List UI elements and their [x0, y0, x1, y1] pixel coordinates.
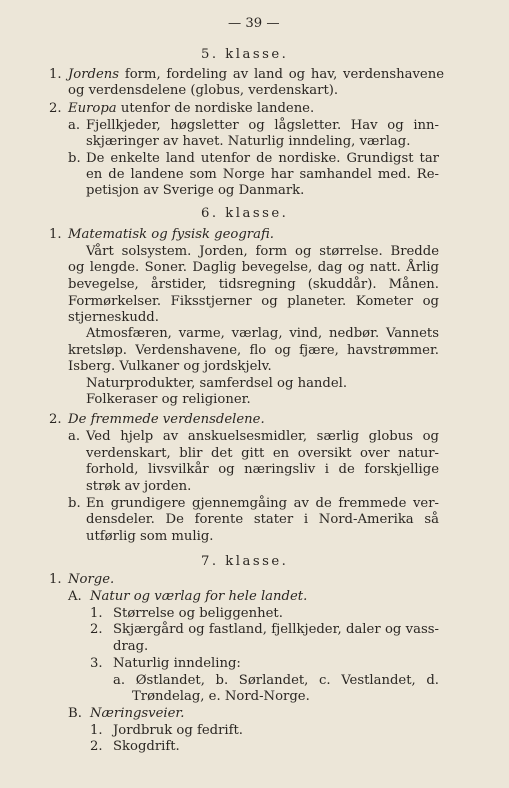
text-line: petisjon av Sverige og Danmark.: [86, 183, 305, 198]
text-line-content: Fjellkjeder, høgsletter og lågsletter. Hav og inn-: [86, 118, 439, 133]
text-line: Jordbruk og fedrift.: [113, 723, 243, 738]
section-heading-5: 5. klasse.: [201, 47, 289, 62]
text-line-content: forhold, livsvilkår og næringsliv i de forskjellige: [86, 462, 439, 477]
item-number: 1.: [90, 606, 103, 621]
text-line: [86, 511, 439, 528]
item-title-text: Natur og værlag for hele landet.: [90, 589, 308, 604]
text-line-content: densdeler. De forente stater i Nord-Amerika så: [86, 512, 439, 527]
item-title: [68, 226, 274, 243]
item-title-text: De fremmede verdensdelene.: [68, 412, 265, 427]
item-letter: b.: [68, 496, 81, 511]
text-line: [68, 342, 439, 359]
text-line: [86, 117, 439, 134]
item-number: 1.: [90, 723, 103, 738]
text-line: [68, 100, 314, 117]
text-line: [68, 293, 439, 310]
text-line: strøk av jorden.: [86, 479, 192, 494]
item-title: [90, 705, 184, 722]
text-line: [86, 495, 439, 512]
item-title: Europa: [68, 101, 117, 116]
item-number: 2.: [90, 739, 103, 754]
text-line-content: kretsløp. Verdenshavene, flo og fjære, havstrømmer.: [68, 343, 439, 358]
text-line-content: Formørkelser. Fiksstjerner og planeter. Kometer og: [68, 294, 439, 309]
item-title: [68, 411, 265, 428]
text-line: [113, 672, 439, 689]
text-line-content: Skjærgård og fastland, fjellkjeder, daler og vass-: [113, 622, 439, 637]
item-title-text: Norge.: [68, 572, 115, 587]
section-heading-7: 7. klasse.: [201, 554, 289, 569]
item-letter: b.: [68, 151, 81, 166]
text-line-content: En grundigere gjennemgåing av de fremmede ver-: [86, 496, 439, 511]
text-line-content: De enkelte land utenfor de nordiske. Grundigst tar: [86, 151, 439, 166]
text-line-content: en de landene som Norge har samhandel med. Re-: [86, 167, 439, 182]
item-number: 1.: [49, 227, 62, 242]
text-line: Naturprodukter, samferdsel og handel.: [86, 376, 348, 391]
item-title: Jordens: [68, 67, 120, 82]
item-title: [90, 588, 307, 605]
text-line-content: utenfor de nordiske landene.: [120, 101, 315, 116]
item-letter: a.: [68, 429, 81, 444]
item-number: 2.: [49, 412, 62, 427]
page-number: — 39 —: [228, 16, 280, 31]
text-line: [86, 428, 439, 445]
item-letter: a.: [68, 118, 81, 133]
text-line: Trøndelag, e. Nord-Norge.: [132, 689, 310, 704]
item-title-text: Matematisk og fysisk geografi.: [68, 227, 274, 242]
text-line-content: Vårt solsystem. Jorden, form og størrelse. Bredde: [86, 244, 439, 259]
text-line-content: a. Østlandet, b. Sørlandet, c. Vestlandet, d.: [113, 673, 439, 688]
text-line: [86, 150, 439, 167]
text-line: [68, 259, 439, 276]
text-line: Naturlig inndeling:: [113, 656, 241, 671]
item-number: 2.: [49, 101, 62, 116]
item-title-text: Næringsveier.: [90, 706, 185, 721]
item-number: 2.: [90, 622, 103, 637]
item-number: 1.: [49, 572, 62, 587]
text-line: [68, 66, 444, 83]
text-line: [113, 621, 439, 638]
text-line-content: Atmosfæren, varme, værlag, vind, nedbør. Vannets: [86, 326, 439, 341]
section-heading-6: 6. klasse.: [201, 206, 289, 221]
text-line: Isberg. Vulkaner og jordskjelv.: [68, 359, 272, 374]
item-letter: B.: [68, 706, 82, 721]
text-line: [68, 276, 439, 293]
text-line: Folkeraser og religioner.: [86, 392, 251, 407]
text-line: [86, 166, 439, 183]
item-title: [68, 571, 114, 588]
text-line: Størrelse og beliggenhet.: [113, 606, 283, 621]
text-line-content: Ved hjelp av anskuelsesmidler, særlig globus og: [86, 429, 439, 444]
text-line: stjerneskudd.: [68, 310, 159, 325]
text-line: skjæringer av havet. Naturlig inndeling, værlag.: [86, 134, 411, 149]
text-line: [86, 243, 439, 260]
item-number: 3.: [90, 656, 103, 671]
text-line: Skogdrift.: [113, 739, 180, 754]
text-line-content: verdenskart, blir det gitt en oversikt over natur-: [86, 446, 439, 461]
text-line: [86, 461, 439, 478]
text-line-content: og lengde. Soner. Daglig bevegelse, dag og natt. Årlig: [68, 260, 439, 275]
text-line-content: bevegelse, årstider, tidsregning (skuddår). Månen.: [68, 277, 439, 292]
text-line: utførlig som mulig.: [86, 529, 214, 544]
text-line: drag.: [113, 639, 149, 654]
text-line-content: form, fordeling av land og hav, verdenshavene: [124, 67, 445, 82]
text-line: [86, 445, 439, 462]
text-line: [86, 325, 439, 342]
item-letter: A.: [68, 589, 82, 604]
text-line: og verdensdelene (globus, verdenskart).: [68, 83, 339, 98]
item-number: 1.: [49, 67, 62, 82]
